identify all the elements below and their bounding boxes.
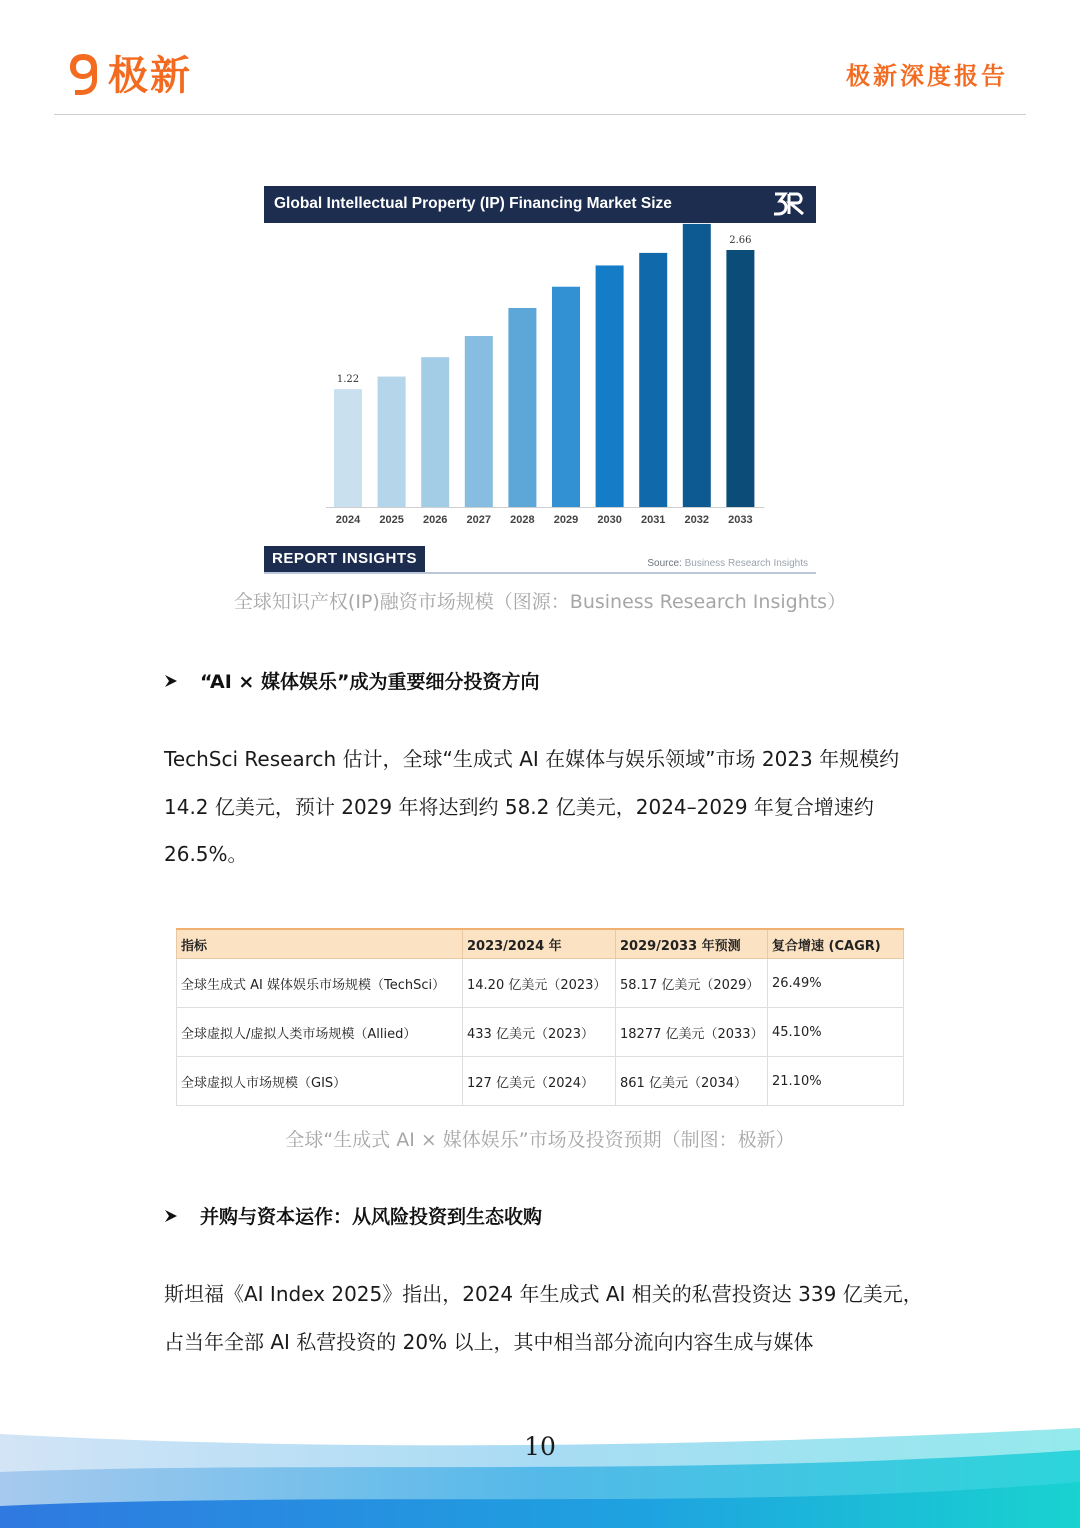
page-header	[0, 0, 1080, 116]
bar-2031	[639, 253, 667, 507]
chart-source	[647, 558, 808, 569]
body-paragraph: TechSci Research 估计，全球“生成式 AI 在媒体与娱乐领域”市场 2023 年规模约 14.2 亿美元，预计 2029 年将达到约 58.2 亿美元，2024–2029 年复合增速约 26.5%。	[164, 747, 900, 866]
table-cell: 45.10%	[768, 1008, 904, 1057]
table-cell: 127 亿美元（2024）	[463, 1057, 616, 1106]
chart-title: Global Intellectual Property (IP) Financing Market Size	[274, 195, 672, 212]
x-tick-label: 2028	[510, 514, 535, 526]
figure-caption: 全球知识产权(IP)融资市场规模（图源：Business Research Insights）	[233, 591, 847, 613]
jixin-logo-icon	[66, 50, 100, 96]
table-cell: 21.10%	[768, 1057, 904, 1106]
bar-2025	[378, 377, 406, 507]
table-header-cell: 指标	[177, 929, 463, 959]
table-row	[177, 959, 904, 1008]
bar-chart	[264, 223, 816, 543]
data-label: 1.22	[336, 374, 360, 386]
x-tick-label: 2032	[684, 514, 710, 526]
table-row	[177, 1008, 904, 1057]
brand-logo	[66, 44, 192, 101]
ip-financing-chart-figure	[264, 186, 816, 578]
x-tick-label: 2027	[466, 514, 492, 526]
bar-2029	[552, 287, 580, 507]
bar-2028	[508, 308, 536, 507]
table-header-cell: 2023/2024 年	[463, 929, 616, 959]
bar-2032	[683, 224, 711, 507]
bar-2024	[334, 389, 362, 507]
report-label: 极新深度报告	[846, 61, 1008, 90]
table-cell: 433 亿美元（2023）	[463, 1008, 616, 1057]
table-cell: 18277 亿美元（2033）	[616, 1008, 768, 1057]
x-tick-label: 2030	[597, 514, 622, 526]
section-heading	[164, 667, 539, 694]
chart-title-bar	[264, 186, 816, 223]
x-tick-label: 2029	[553, 514, 579, 526]
x-tick-label: 2026	[422, 514, 448, 526]
data-label: 2.66	[729, 235, 752, 246]
source-key: Source:	[647, 558, 685, 569]
arrow-bullet-icon	[164, 674, 178, 688]
table-cell: 861 亿美元（2034）	[616, 1057, 768, 1106]
x-tick-label: 2025	[379, 514, 404, 526]
business-research-insights-logo-icon	[772, 191, 806, 217]
table-header-row	[177, 929, 904, 959]
table-cell: 26.49%	[768, 959, 904, 1008]
table-cell: 58.17 亿美元（2029）	[616, 959, 768, 1008]
table-cell: 全球生成式 AI 媒体娱乐市场规模（TechSci）	[177, 959, 463, 1008]
section-heading	[164, 1202, 542, 1229]
x-tick-label: 2033	[728, 514, 753, 526]
section-heading-text: 并购与资本运作：从风险投资到生态收购	[200, 1206, 543, 1228]
bar-2030	[596, 265, 624, 507]
insights-underline	[264, 572, 816, 574]
table-cell: 全球虚拟人市场规模（GIS）	[177, 1057, 463, 1106]
table-cell: 14.20 亿美元（2023）	[463, 959, 616, 1008]
table-caption: 全球“生成式 AI × 媒体娱乐”市场及投资预期（制图：极新）	[285, 1129, 795, 1151]
table-cell: 全球虚拟人/虚拟人类市场规模（Allied）	[177, 1008, 463, 1057]
bar-2026	[421, 357, 449, 507]
x-tick-label: 2031	[640, 514, 666, 526]
header-divider	[54, 114, 1026, 115]
brand-name: 极新	[108, 53, 192, 99]
bar-2033	[726, 250, 754, 507]
body-paragraph: 斯坦福《AI Index 2025》指出，2024 年生成式 AI 相关的私营投资达 339 亿美元，占当年全部 AI 私营投资的 20% 以上，其中相当部分流向内容生成与媒体	[164, 1282, 923, 1354]
market-forecast-table	[176, 928, 904, 1106]
section-heading-text: “AI × 媒体娱乐”成为重要细分投资方向	[200, 671, 540, 693]
report-insights-badge: REPORT INSIGHTS	[264, 546, 425, 572]
arrow-bullet-icon	[164, 1209, 178, 1223]
x-tick-label: 2024	[335, 514, 361, 526]
page-number: 10	[524, 1432, 556, 1461]
table-row	[177, 1057, 904, 1106]
bar-2027	[465, 336, 493, 507]
table-header-cell: 2029/2033 年预测	[616, 929, 768, 959]
table-header-cell: 复合增速 (CAGR)	[768, 929, 904, 959]
source-value: Business Research Insights	[684, 558, 808, 569]
